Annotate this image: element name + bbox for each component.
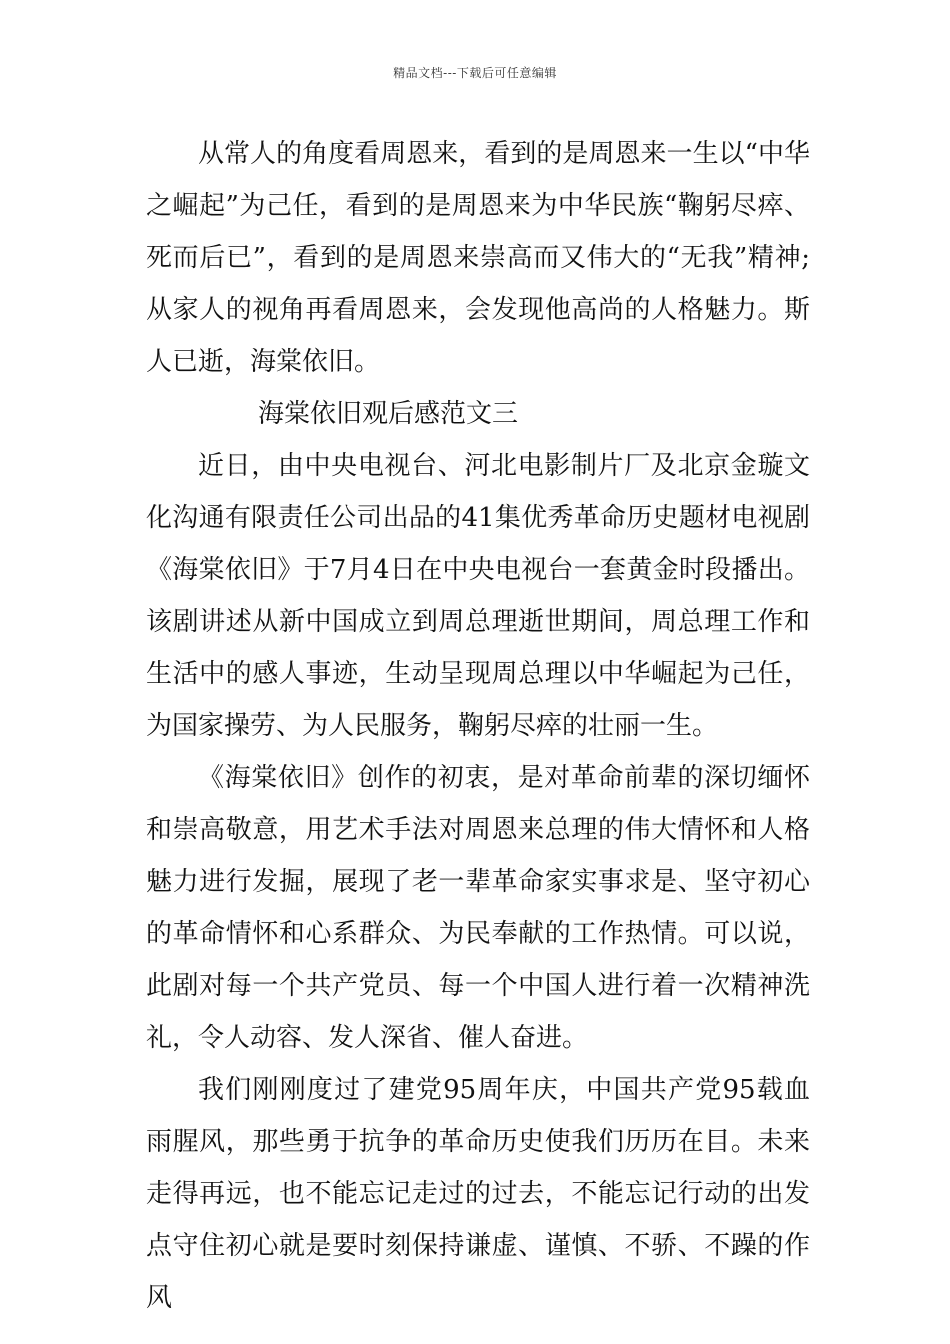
paragraph-2: 近日，由中央电视台、河北电影制片厂及北京金璇文化沟通有限责任公司出品的41集优秀革命历史题材电视剧《海棠依旧》于7月4日在中央电视台一套黄金时段播出。该剧讲述从新中国成立到周总理逝世期间，周总理工作和生活中的感人事迹，生动呈现周总理以中华崛起为己任，为国家操劳、为人民服务，鞠躬尽瘁的壮丽一生。 [146, 451, 810, 741]
section-subtitle: 海棠依旧观后感范文三 [258, 399, 519, 429]
paragraph-1: 从常人的角度看周恩来，看到的是周恩来一生以“中华之崛起”为己任，看到的是周恩来为中华民族“鞠躬尽瘁、死而后已”，看到的是周恩来崇高而又伟大的“无我”精神;从家人的视角再看周恩来，会发现他高尚的人格魅力。斯人已逝，海棠依旧。 [146, 139, 810, 377]
paragraph-4: 我们刚刚度过了建党95周年庆，中国共产党95载血雨腥风，那些勇于抗争的革命历史使我们历历在目。未来走得再远，也不能忘记走过的过去，不能忘记行动的出发点守住初心就是要时刻保持谦虚、谨慎、不骄、不躁的作风 [146, 1075, 810, 1313]
page-header: 精品文档---下载后可任意编辑 [393, 66, 557, 80]
document-body [146, 128, 810, 1324]
paragraph-3: 《海棠依旧》创作的初衷，是对革命前辈的深切缅怀和崇高敬意，用艺术手法对周恩来总理的伟大情怀和人格魅力进行发掘，展现了老一辈革命家实事求是、坚守初心的革命情怀和心系群众、为民奉献的工作热情。可以说，此剧对每一个共产党员、每一个中国人进行着一次精神洗礼，令人动容、发人深省、催人奋进。 [146, 763, 810, 1053]
